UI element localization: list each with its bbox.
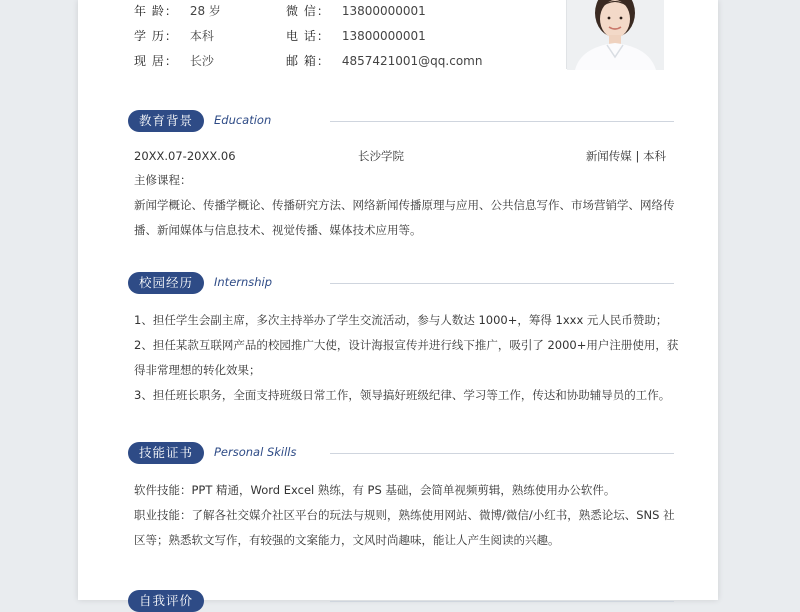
- location-row: [134, 52, 214, 69]
- email-label: 邮 箱：: [286, 54, 330, 68]
- internship-item-2-line-1: 2、担任某款互联网产品的校园推广大使，设计海报宣传并进行线下推广，吸引了 2000+用户注册使用，获: [134, 338, 679, 352]
- phone-value: 13800000001: [341, 29, 426, 43]
- age-label: 年 龄：: [134, 4, 178, 18]
- internship-section-header: [128, 272, 674, 294]
- professional-skills-line-2: 区等；熟悉软文写作，有较强的文案能力，文风时尚趣味，能让人产生阅读的兴趣。: [134, 533, 560, 547]
- courses-line-1: 新闻学概论、传播学概论、传播研究方法、网络新闻传播原理与应用、公共信息写作、市场营销学、网络传: [134, 198, 675, 212]
- education-title-en: Education: [214, 113, 272, 127]
- education-section-header: [128, 110, 674, 132]
- education-school: 长沙学院: [358, 149, 404, 163]
- age-value: 28 岁: [189, 4, 221, 18]
- internship-title-en: Internship: [214, 275, 273, 289]
- wechat-label: 微 信：: [286, 4, 330, 18]
- wechat-value: 13800000001: [341, 4, 426, 18]
- age-row: [134, 2, 221, 19]
- profile-photo: [566, 0, 663, 69]
- internship-item-3: 3、担任班长职务，全面支持班级日常工作，领导搞好班级纪律、学习等工作，传达和协助辅导员的工作。: [134, 388, 671, 402]
- education-level-row: [134, 27, 214, 44]
- software-skills: 软件技能：PPT 精通，Word Excel 熟练，有 PS 基础，会简单视频剪辑，熟练使用办公软件。: [134, 483, 616, 497]
- professional-skills-line-1: 职业技能：了解各社交媒介社区平台的玩法与规则，熟练使用网站、微博/微信/小红书，熟悉论坛、SNS 社: [134, 508, 675, 522]
- skills-section-header: [128, 442, 674, 464]
- skills-title-en: Personal Skills: [214, 445, 297, 459]
- location-value: 长沙: [189, 54, 214, 68]
- wechat-row: [286, 2, 426, 19]
- internship-divider: [330, 283, 674, 284]
- self-evaluation-section-header: [128, 590, 674, 612]
- education-title: 教育背景: [128, 110, 204, 132]
- internship-item-2-line-2: 得非常理想的转化效果；: [134, 363, 261, 377]
- self-evaluation-title: 自我评价: [128, 590, 204, 612]
- education-level-value: 本科: [189, 29, 214, 43]
- education-date: 20XX.07-20XX.06: [134, 149, 236, 163]
- education-major: 新闻传媒 | 本科: [585, 149, 666, 163]
- courses-label: 主修课程：: [134, 173, 192, 187]
- education-level-label: 学 历：: [134, 29, 178, 43]
- phone-label: 电 话：: [286, 29, 330, 43]
- phone-row: [286, 27, 426, 44]
- skills-divider: [330, 453, 674, 454]
- portrait-image: [567, 0, 664, 70]
- location-label: 现 居：: [134, 54, 178, 68]
- internship-title: 校园经历: [128, 272, 204, 294]
- email-row: [286, 52, 482, 69]
- internship-item-1: 1、担任学生会副主席，多次主持举办了学生交流活动，参与人数达 1000+，筹得 1xxx 元人民币赞助；: [134, 313, 668, 327]
- courses-line-2: 播、新闻媒体与信息技术、视觉传播、媒体技术应用等。: [134, 223, 422, 237]
- education-divider: [330, 121, 674, 122]
- resume-page: [78, 0, 718, 608]
- skills-title: 技能证书: [128, 442, 204, 464]
- self-evaluation-divider: [330, 601, 674, 602]
- email-value: 4857421001@qq.comn: [341, 54, 483, 68]
